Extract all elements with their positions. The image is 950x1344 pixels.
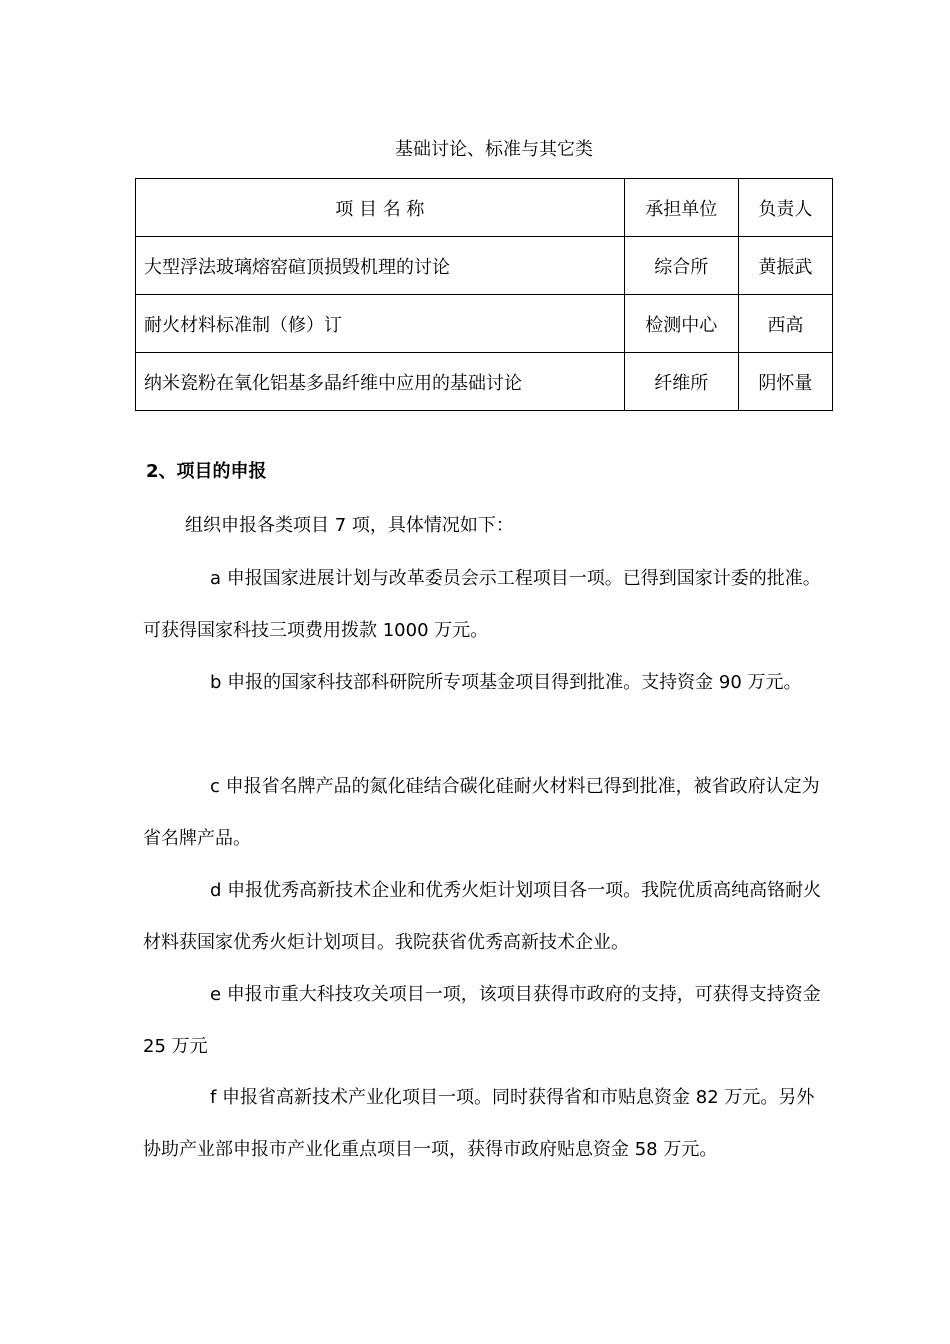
- unit-cell: 综合所: [624, 237, 738, 295]
- section-heading: 2、项目的申报: [146, 461, 267, 482]
- unit-cell: 检测中心: [624, 295, 738, 353]
- project-name-cell: 纳米瓷粉在氧化铝基多晶纤维中应用的基础讨论: [136, 353, 625, 411]
- project-name-cell: 大型浮法玻璃熔窑碹顶损毁机理的讨论: [136, 237, 625, 295]
- unit-cell: 纤维所: [624, 353, 738, 411]
- item-paragraph-b: b 申报的国家科技部科研院所专项基金项目得到批准。支持资金 90 万元。: [210, 672, 802, 693]
- intro-paragraph: 组织申报各类项目 7 项，具体情况如下：: [185, 515, 514, 536]
- table-caption: 基础讨论、标准与其它类: [395, 139, 593, 160]
- header-project-name: 项 目 名 称: [136, 179, 625, 237]
- header-unit: 承担单位: [624, 179, 738, 237]
- header-person: 负责人: [738, 179, 832, 237]
- projects-table: [135, 178, 833, 411]
- table-row: [136, 353, 833, 411]
- project-name-cell: 耐火材料标准制（修）订: [136, 295, 625, 353]
- item-paragraph-f: f 申报省高新技术产业化项目一项。同时获得省和市贴息资金 82 万元。另外协助产业部申报市产业化重点项目一项，获得市政府贴息资金 58 万元。: [143, 1087, 815, 1160]
- person-cell: 阴怀量: [738, 353, 832, 411]
- person-cell: 黄振武: [738, 237, 832, 295]
- person-cell: 西高: [738, 295, 832, 353]
- table-row: [136, 237, 833, 295]
- item-paragraph-a: a 申报国家进展计划与改革委员会示工程项目一项。已得到国家计委的批准。可获得国家科技三项费用拨款 1000 万元。: [143, 568, 821, 641]
- item-paragraph-c: c 申报省名牌产品的氮化硅结合碳化硅耐火材料已得到批准，被省政府认定为省名牌产品。: [143, 776, 820, 849]
- table-header-row: [136, 179, 833, 237]
- item-paragraph-d: d 申报优秀高新技术企业和优秀火炬计划项目各一项。我院优质高纯高铬耐火材料获国家优秀火炬计划项目。我院获省优秀高新技术企业。: [143, 880, 822, 953]
- table-row: [136, 295, 833, 353]
- item-paragraph-e: e 申报市重大科技攻关项目一项，该项目获得市政府的支持，可获得支持资金 25 万元: [143, 984, 821, 1057]
